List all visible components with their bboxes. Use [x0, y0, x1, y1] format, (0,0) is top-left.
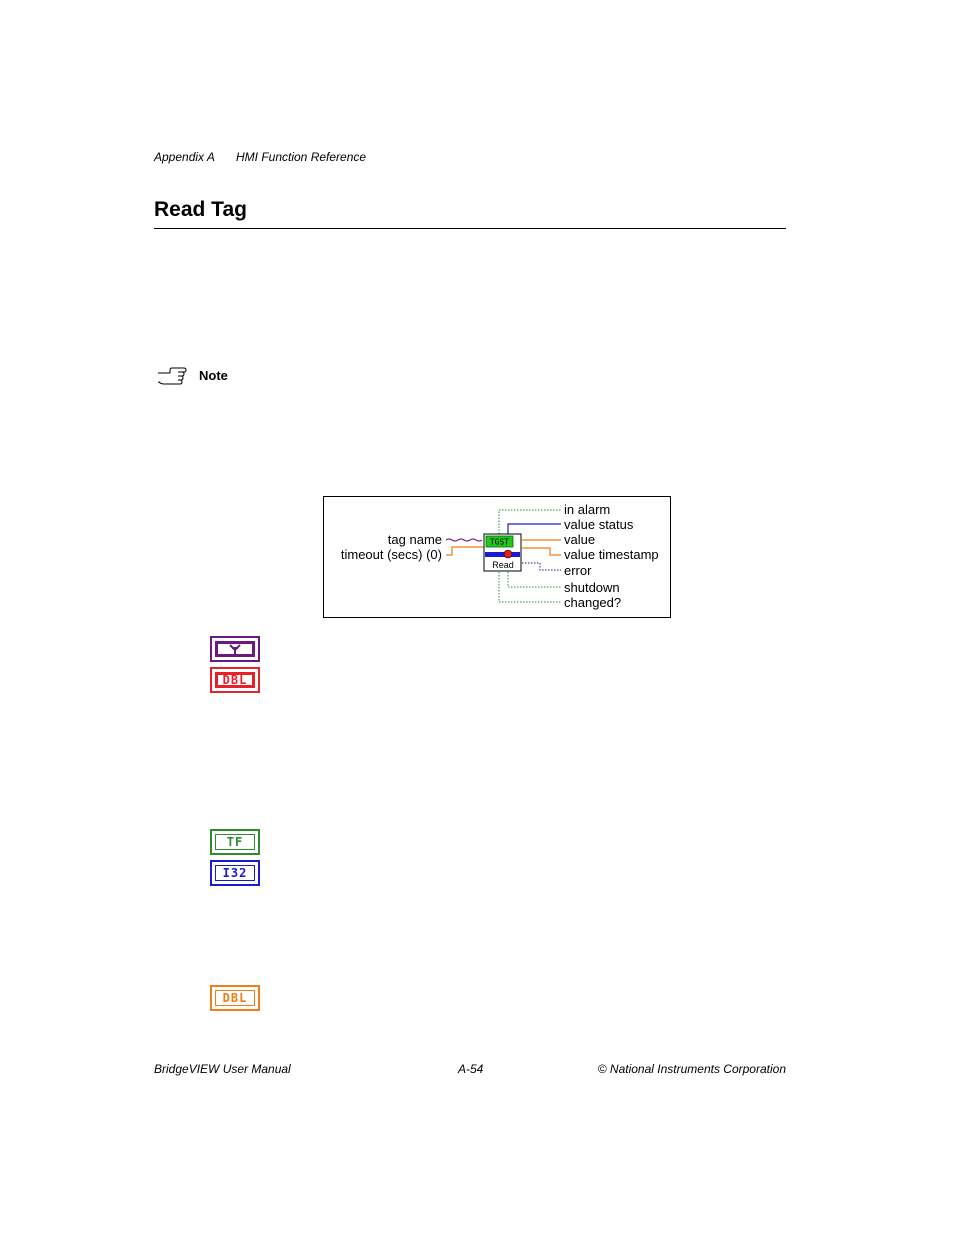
note-label: Note — [199, 368, 228, 383]
boolean-indicator-icon: TF — [210, 829, 260, 855]
timeout-wire — [446, 547, 484, 555]
page-title: Read Tag — [154, 198, 247, 221]
output-label-value: value — [564, 532, 596, 547]
output-label-in-alarm: in alarm — [564, 502, 611, 517]
footer-manual-title: BridgeVIEW User Manual — [154, 1062, 291, 1076]
pointing-hand-icon — [156, 366, 188, 386]
value-timestamp-wire — [522, 548, 561, 555]
output-label-value-status: value status — [564, 517, 634, 532]
read-tag-node-icon — [484, 534, 521, 571]
output-label-error: error — [564, 563, 592, 578]
title-rule — [154, 228, 786, 229]
tag-refnum-icon — [210, 636, 260, 662]
svg-text:Read: Read — [492, 560, 514, 570]
output-label-value-timestamp: value timestamp — [564, 547, 659, 562]
dbl-control-icon: DBL — [210, 667, 260, 693]
dbl-indicator-icon: DBL — [210, 985, 260, 1011]
connector-pane-diagram — [323, 496, 671, 618]
value-status-wire — [508, 524, 561, 534]
running-head-chapter: HMI Function Reference — [236, 150, 367, 164]
footer-copyright: © National Instruments Corporation — [597, 1062, 786, 1076]
shutdown-wire — [508, 572, 561, 587]
input-label-timeout: timeout (secs) (0) — [340, 547, 442, 562]
running-head-section: Appendix A — [154, 150, 215, 164]
input-label-tag-name: tag name — [387, 532, 442, 547]
output-label-changed: changed? — [564, 595, 622, 610]
i32-indicator-icon: I32 — [210, 860, 260, 886]
output-label-shutdown: shutdown — [564, 580, 620, 595]
tag-name-wire — [446, 539, 482, 541]
svg-text:TGST: TGST — [489, 537, 510, 547]
error-wire — [522, 563, 561, 570]
footer-page-number: A-54 — [458, 1062, 484, 1076]
